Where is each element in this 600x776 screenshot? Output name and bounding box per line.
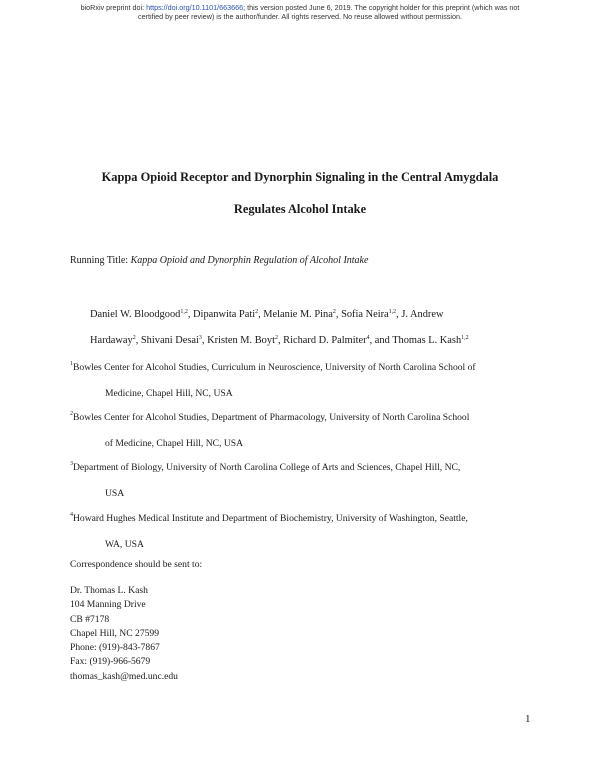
correspondence-heading: Correspondence should be sent to: — [70, 559, 203, 570]
author-name: Kristen M. Boyt — [207, 335, 275, 346]
address-line: CB #7178 — [70, 613, 110, 625]
author-name: Melanie M. Pina — [263, 309, 333, 320]
author-name: Daniel W. Bloodgood — [90, 309, 181, 320]
fax-line: Fax: (919)-966-5679 — [70, 656, 151, 668]
phone-line: Phone: (919)-843-7867 — [70, 642, 160, 654]
doi-link[interactable]: https://doi.org/10.1101/663666 — [146, 3, 244, 12]
author-name: Richard D. Palmiter — [283, 335, 367, 346]
affiliation-3: $^3$Department of Biology, University of North Carolina College of Arts and Sciences, Chapel Hill, NC, USA — [70, 461, 461, 499]
affiliation-2: $^2$Bowles Center for Alcohol Studies, Department of Pharmacology, University of North Carolina School of Medicine, Chapel Hill, NC, USA — [70, 411, 470, 449]
author-name: Shivani Desai — [140, 335, 199, 346]
page-number: 1 — [525, 713, 531, 725]
preprint-banner — [40, 3, 560, 21]
affiliation-4: $^4$Howard Hughes Medical Institute and Department of Biochemistry, University of Washington, Seattle, WA, USA — [70, 512, 468, 550]
running-title: Running Title: Kappa Opioid and Dynorphin Regulation of Alcohol Intake — [70, 255, 369, 266]
author-name: Dipanwita Pati — [193, 309, 256, 320]
author-name: Thomas L. Kash — [392, 335, 462, 346]
paper-title-line-1: Kappa Opioid Receptor and Dynorphin Signaling in the Central Amygdala — [101, 170, 499, 184]
author-line-1: Daniel W. Bloodgood$^{1,2}$, Dipanwita Pati$^2$, Melanie M. Pina$^2$, Sofia Neira$^{1,2}$, J. Andrew — [90, 309, 444, 320]
affiliation-1: $^1$Bowles Center for Alcohol Studies, Curriculum in Neuroscience, University of North Carolina School of Medicine, Chapel Hill, NC, USA — [70, 361, 476, 399]
banner-line-2: certified by peer review) is the author/funder. All rights reserved. No reuse allowed without permission. — [138, 12, 462, 21]
paper-title-line-2: Regulates Alcohol Intake — [233, 202, 367, 216]
correspondence-address — [70, 584, 178, 684]
author-line-2: Hardaway$^2$, Shivani Desai$^3$, Kristen M. Boyt$^2$, Richard D. Palmiter$^4$, and Thomas L. Kash$^{1,2}$ — [90, 335, 469, 346]
author-name: Sofia Neira — [341, 309, 389, 320]
author-name: Hardaway — [90, 335, 133, 346]
address-line: Chapel Hill, NC 27599 — [70, 627, 160, 639]
address-line: Dr. Thomas L. Kash — [70, 585, 148, 596]
address-line: 104 Manning Drive — [70, 599, 146, 611]
banner-line-1: bioRxiv preprint doi: https://doi.org/10.1101/663666; this version posted June 6, 2019. The copyright holder for this preprint (which was not — [80, 3, 520, 12]
email-line[interactable]: thomas_kash@med.unc.edu — [70, 670, 178, 682]
